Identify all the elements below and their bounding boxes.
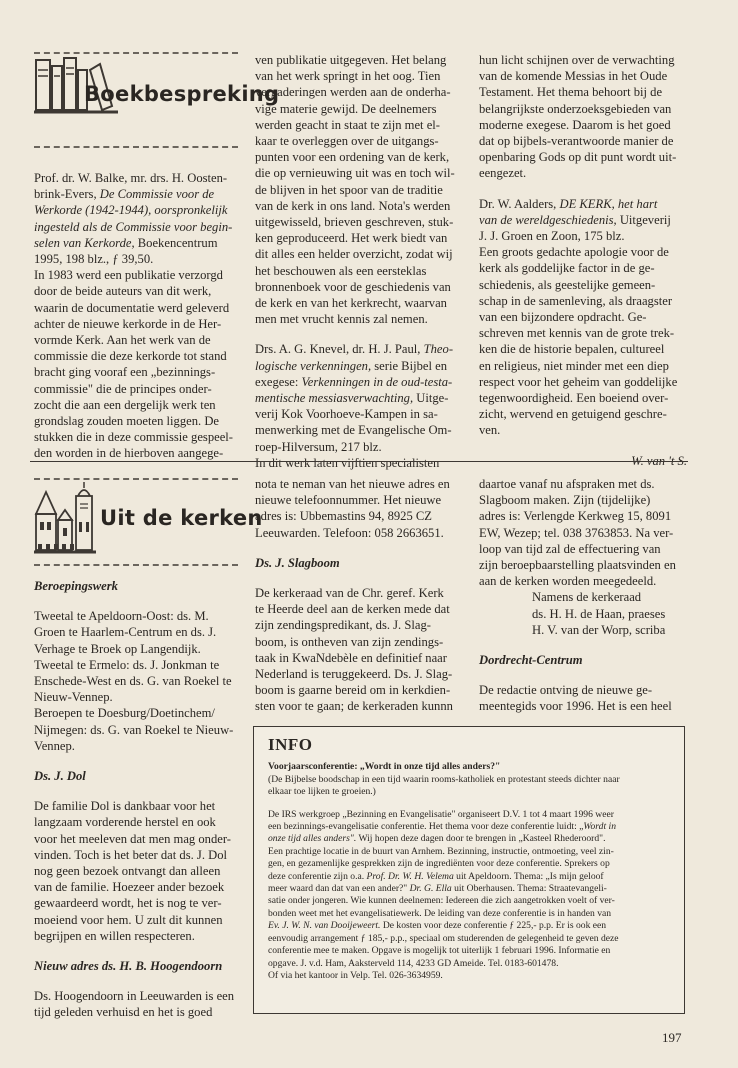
section2-col1 — [34, 578, 246, 1021]
info-body: De IRS werkgroep „Bezinning en Evangelisatie" organiseert D.V. 1 tot 4 maart 1996 weer een bezinnings-evangelisatie conferentie. Het thema voor deze conferentie luidt: „Wordt in onze tijd alles anders". Wij hopen deze dagen door te brengen in „Kasteel Rhederoord". Een prachtige locatie in de buurt van Arnhem. Bezinning, instructie, ontmoeting, veel zin- gen, en gezamenlijke gesprekken zijn de ingrediënten voor deze conferentie. Sprekers op deze conferentie zijn o.a. Prof. Dr. W. H. Velema uit Apeldoorn. Thema: „Is mijn geloof meer waard dan dat van een ander?" Dr. G. Ella uit Oberhausen. Thema: Straatevangeli- satie onder jongeren. Wie kunnen deelnemen: Iedereen die zich aangetrokken voelt of ver- bonden weet met het evangelisatiewerk. De leiding van deze conferentie is in handen van Ev. J. W. N. van Dooijeweert. De kosten voor deze conferentie ƒ 225,- p.p. Er is ook een eenvoudig arrangement ƒ 185,- p.p., speciaal om studerenden de gelegenheid te geven deze conferentie mee te maken. Opgave is mogelijk tot uiterlijk 1 februari 1996. Informatie en opgave. J. v.d. Ham, Aaksterveld 114, 4233 GD Ameide. Tel. 0183-601478. Of via het kantoor in Velp. Tel. 026-3634959. — [268, 808, 619, 981]
banner2-bottom-dash — [34, 564, 238, 566]
beroepingswerk-body: Tweetal te Apeldoorn-Oost: ds. M. Groen te Haarlem-Centrum en ds. J. Verhage te Broek op Langendijk. Tweetal te Ermelo: ds. J. Jonkman te Enschede-West en ds. G. van Roekel te Nieuw-Vennep. Beroepen te Doesburg/Doetinchem/ Nijmegen: ds. G. van Roekel te Nieuw- Vennep. — [34, 609, 234, 753]
section2-col2 — [255, 476, 467, 715]
nieuw-adres-continued: nota te neman van het nieuwe adres en nieuwe telefoonnummer. Het nieuwe adres is: Ubbemastins 94, 8925 CZ Leeuwarden. Telefoon: 058 2663651. — [255, 477, 450, 540]
banner-top-dash — [34, 52, 238, 54]
info-heading: Voorjaarsconferentie: „Wordt in onze tijd alles anders?" — [268, 761, 501, 773]
heading-dordrecht-centrum: Dordrecht-Centrum — [479, 653, 583, 668]
slagboom-continued: daartoe vanaf nu afspraken met ds. Slagboom maken. Zijn (tijdelijke) adres is: Verlengde Kerkweg 15, 8091 EW, Wezep; tel. 038 3763853. Na ver- loop van tijd zal de effectuering van zijn beroepbaarstelling plaatsvinden en aan de kerken worden meegedeeld. — [479, 477, 676, 589]
info-title: INFO — [268, 735, 313, 754]
info-lead: (De Bijbelse boodschap in een tijd waarin rooms-katholiek en protestant steeds dichter naar elkaar toe lijken te groeien.) — [268, 773, 620, 798]
dordrecht-centrum-body: De redactie ontving de nieuwe ge- meentegids voor 1996. Het is een heel — [479, 683, 672, 714]
ds-j-slagboom-body: De kerkeraad van de Chr. geref. Kerk te Heerde deel aan de kerken mede dat zijn zendingspredikant, ds. J. Slag- boom, is ontheven van zijn zendings- taak in KwaNdebèle en definitief naar Nederland is teruggekeerd. Ds. J. Slag- boom is gaarne bereid om in kerkdien- sten voor te gaan; de kerkeraden kunnn — [255, 586, 453, 714]
nieuw-adres-body: Ds. Hoogendoorn in Leeuwarden is een tijd geleden verhuisd en het is goed — [34, 989, 235, 1020]
banner-bottom-dash — [34, 146, 238, 148]
heading-ds-j-slagboom: Ds. J. Slagboom — [255, 555, 340, 570]
section1-col1 — [34, 170, 244, 462]
kerkeraad-signature: Namens de kerkeraad ds. H. H. de Haan, praeses H. V. van der Worp, scriba — [532, 590, 666, 637]
heading-beroepingswerk: Beroepingswerk — [34, 579, 118, 593]
uit-de-kerken-title: Uit de kerken — [100, 506, 263, 530]
page-number: 197 — [662, 1030, 682, 1045]
review-1-continued: ven publikatie uitgegeven. Het belang van het werk springt in het oog. Tien vergaderingen werden aan de onderha- vige materie gewijd. De deelnemers werden geacht in staat te zijn met el- kaar te overleggen over de uitgangs- punten voor een ordening van de kerk, die op vernieuwing uit was en toch wil- de blijven in het spoor van de traditie van de kerk in ons land. Nota's werden uitgewisseld, brieven geschreven, stuk- ken geproduceerd. Het werk biedt van dit alles een helder overzicht, zodat wij het beschouwen als een eersteklas bronnenboek voor de geschiedenis van de kerk en van het kerkrecht, waarvan men met vrucht kennis zal nemen. — [255, 53, 455, 327]
review-1-body: In 1983 werd een publikatie verzorgd door de beide auteurs van dit werk, waarin de documentatie werd geleverd achter de nieuwe kerkorde in de Her- vormde Kerk. Aan het werk van de commissie die deze kerkorde tot stand bracht ging vooraf een „bezinnings- commissie" die de principes onder- zocht die aan een dergelijk werk ten grondslag zouden moeten liggen. De stukken die in deze commissie gespeel- den worden in de hierboven aangege- — [34, 268, 233, 461]
section1-col3 — [479, 52, 687, 469]
book-reference-3: Dr. W. Aalders, DE KERK, het hart van de wereldgeschiedenis, Uitgeverij J. J. Groen en Zoon, 175 blz. Een groots gedachte apologie voor de kerk als goddelijke factor in de ge- schiedenis, als geestelijke gemeen- schap in de samenleving, als draagster van een bijzondere opdracht. Ge- schreven met kennis van de grote trek- ken die de historie bepalen, cultureel en religieus, niet minder met een diep respect voor het geheim van goddelijke tegenwoordigheid. Een boeiend over- zicht, wervend en getuigend geschre- ven. — [479, 196, 678, 438]
boekbespreking-banner — [34, 56, 280, 144]
church-icon — [34, 482, 96, 558]
banner2-top-dash — [34, 478, 238, 480]
section-divider — [30, 461, 688, 462]
book-reference-2: Drs. A. G. Knevel, dr. H. J. Paul, Theo- logische verkenningen, serie Bijbel en exegese: Verkenningen in de oud-testa- mentische messiasverwachting, Uitge- verij Kok Voorhoeve-Kampen in sa- menwerking met de Evangelische Om- roep-Hilversum, 217 blz. In dit werk laten vijftien specialisten — [255, 342, 454, 470]
info-box — [253, 726, 685, 1014]
boekbespreking-title: Boekbespreking — [84, 82, 280, 106]
heading-nieuw-adres: Nieuw adres ds. H. B. Hoogendoorn — [34, 959, 223, 974]
heading-ds-j-dol: Ds. J. Dol — [34, 769, 86, 784]
book-reference-1: Prof. dr. W. Balke, mr. drs. H. Oosten- brink-Evers, De Commissie voor de Werkorde (1942-1944), oorspronkelijk ingesteld als de Commissie voor begin- selen van Kerkorde, Boekencentrum 1995, 198 blz., ƒ 39,50. — [34, 171, 233, 267]
section1-col2 — [255, 52, 467, 471]
uit-de-kerken-banner — [34, 482, 263, 560]
ds-j-dol-body: De familie Dol is dankbaar voor het langzaam vorderende herstel en ook voor het meeleven dat men mag onder- vinden. Toch is het beter dat ds. J. Dol nog geen bezoek ontvangt dan alleen van de familie. Hoezeer ander bezoek gewaardeerd wordt, het is nog te ver- moeiend voor hem. U zult dit kunnen begrijpen en willen respecteren. — [34, 799, 231, 943]
review-2-continued: hun licht schijnen over de verwachting van de komende Messias in het Oude Testament. Het thema behoort bij de belangrijkste onderzoeksgebieden van moderne exegese. Daarom is het goed dat op bijbels-verantwoorde manier de openbaring Gods op dit punt wordt uit- eengezet. — [479, 53, 677, 181]
review-signature: W. van 't S. — [631, 453, 687, 468]
section2-col3 — [479, 476, 687, 715]
